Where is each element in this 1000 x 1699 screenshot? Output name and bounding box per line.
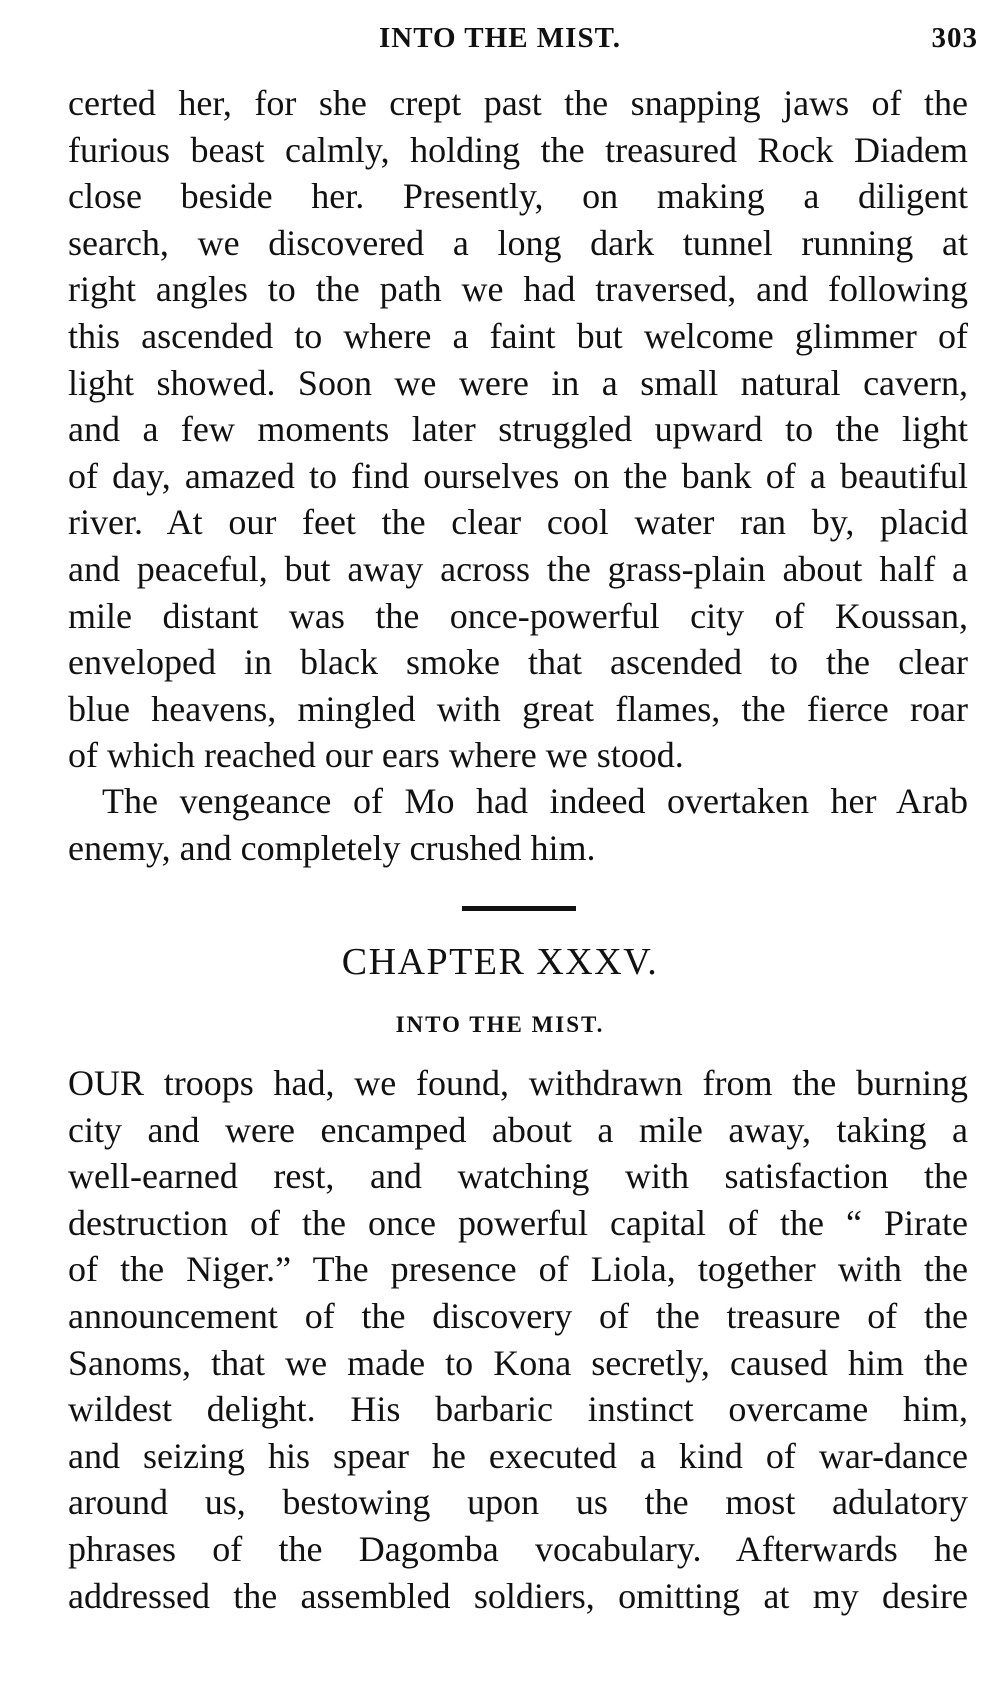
text-line: and seizing his spear he executed a kind of war-dance (68, 1435, 968, 1476)
paragraph-chapter-opening (68, 1060, 968, 1619)
text-line: of day, amazed to find ourselves on the bank of a beautiful (68, 455, 968, 496)
section-divider (462, 906, 576, 911)
text-line: phrases of the Dagomba vocabulary. Afterwards he (68, 1528, 968, 1569)
text-line: close beside her. Presently, on making a diligent (68, 176, 968, 217)
chapter-subtitle: INTO THE MIST. (395, 1012, 605, 1037)
text-line: of the Niger.” The presence of Liola, together with the (68, 1249, 968, 1290)
text-line: blue heavens, mingled with great flames, the fierce roar (68, 688, 968, 729)
running-title: INTO THE MIST. (378, 22, 622, 54)
text-line: addressed the assembled soldiers, omitting at my desire (68, 1575, 968, 1616)
text-line: announcement of the discovery of the treasure of the (68, 1295, 968, 1336)
paragraph-continued (68, 80, 968, 779)
text-line: and a few moments later struggled upward to the light (68, 409, 968, 450)
text-line: and peaceful, but away across the grass-plain about half a (68, 548, 968, 589)
text-line: The vengeance of Mo had indeed overtaken her Arab (102, 781, 968, 821)
text-line: wildest delight. His barbaric instinct overcame him, (68, 1389, 968, 1430)
text-line: enemy, and completely crushed him. (68, 827, 596, 868)
text-line: destruction of the once powerful capital of the “ Pirate (68, 1202, 968, 1243)
text-line: mile distant was the once-powerful city of Koussan, (68, 595, 968, 636)
text-line: city and were encamped about a mile away, taking a (68, 1109, 968, 1150)
text-line: this ascended to where a faint but welcome glimmer of (68, 315, 968, 356)
text-line: enveloped in black smoke that ascended to the clear (68, 642, 968, 683)
paragraph-vengeance (68, 778, 968, 871)
text-line: river. At our feet the clear cool water ran by, placid (68, 502, 968, 543)
text-line: well-earned rest, and watching with satisfaction the (68, 1156, 968, 1197)
text-line: around us, bestowing upon us the most adulatory (68, 1482, 968, 1523)
text-line: certed her, for she crept past the snapping jaws of the (68, 83, 968, 123)
text-line: right angles to the path we had traversed, and following (68, 269, 968, 310)
text-line: Sanoms, that we made to Kona secretly, caused him the (68, 1342, 968, 1383)
running-head (0, 22, 1000, 62)
text-line: furious beast calmly, holding the treasured Rock Diadem (68, 129, 968, 170)
chapter-heading: CHAPTER XXXV. (341, 941, 659, 983)
text-line: light showed. Soon we were in a small natural cavern, (68, 362, 968, 403)
text-line: OUR troops had, we found, withdrawn from the burning (68, 1063, 968, 1103)
text-line: of which reached our ears where we stood. (68, 735, 684, 776)
text-line: search, we discovered a long dark tunnel running at (68, 222, 968, 263)
page-number: 303 (931, 22, 978, 54)
